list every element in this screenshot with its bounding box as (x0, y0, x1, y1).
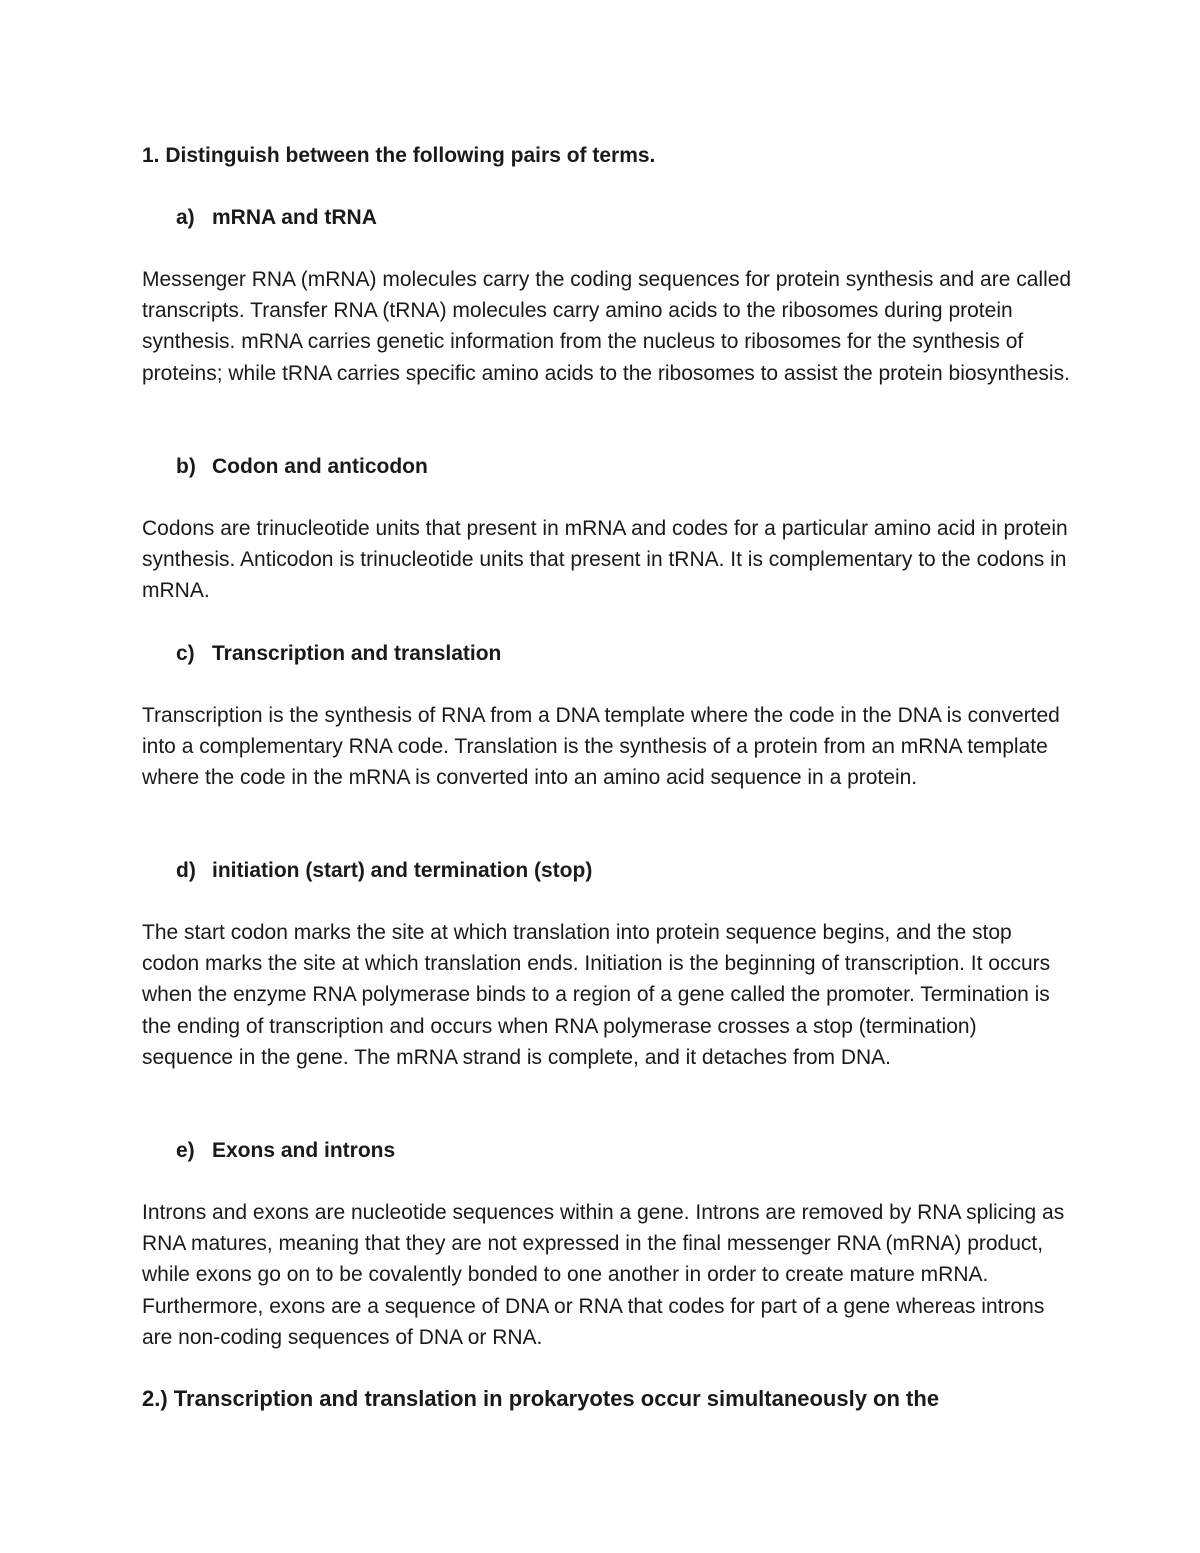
part-b-title: Codon and anticodon (212, 455, 428, 478)
part-a-title: mRNA and tRNA (212, 206, 377, 229)
part-c-letter: c) (176, 642, 195, 665)
part-b-letter: b) (176, 455, 196, 478)
part-b-answer: Codons are trinucleotide units that present in mRNA and codes for a particular amino acid in protein synthesis. Anticodon is trinucleotide units that present in tRNA. It is complementary to the codons in mRNA. (142, 517, 1068, 603)
part-d-heading (176, 855, 592, 886)
part-d-answer: The start codon marks the site at which translation into protein sequence begins, and the stop codon marks the site at which translation ends. Initiation is the beginning of transcription. It occurs when the enzyme RNA polymerase binds to a region of a gene called the promoter. Termination is the ending of transcription and occurs when RNA polymerase crosses a stop (termination) sequence in the gene. The mRNA strand is complete, and it detaches from DNA. (142, 921, 1051, 1069)
question-1-heading: 1. Distinguish between the following pairs of terms. (142, 144, 656, 167)
part-c-title: Transcription and translation (212, 642, 502, 665)
part-a-heading (176, 202, 377, 233)
part-a-answer: Messenger RNA (mRNA) molecules carry the coding sequences for protein synthesis and are called transcripts. Transfer RNA (tRNA) molecules carry amino acids to the ribosomes during protein synthesis. mRNA carries genetic information from the nucleus to ribosomes for the synthesis of proteins; while tRNA carries specific amino acids to the ribosomes to assist the protein biosynthesis. (142, 268, 1072, 385)
part-e-answer: Introns and exons are nucleotide sequences within a gene. Introns are removed by RNA splicing as RNA matures, meaning that they are not expressed in the final messenger RNA (mRNA) product, while exons go on to be covalently bonded to one another in order to create mature mRNA. Furthermore, exons are a sequence of DNA or RNA that codes for part of a gene whereas introns are non-coding sequences of DNA or RNA. (142, 1201, 1065, 1349)
part-b-heading (176, 451, 428, 482)
part-e-title: Exons and introns (212, 1139, 396, 1162)
question-2-heading: 2.) Transcription and translation in prokaryotes occur simultaneously on the (142, 1386, 940, 1411)
part-e-heading (176, 1135, 395, 1166)
part-a-letter: a) (176, 206, 195, 229)
part-d-letter: d) (176, 859, 196, 882)
part-e-letter: e) (176, 1139, 195, 1162)
part-c-heading (176, 638, 501, 669)
part-c-answer: Transcription is the synthesis of RNA from a DNA template where the code in the DNA is converted into a complementary RNA code. Translation is the synthesis of a protein from an mRNA template where the code in the mRNA is converted into an amino acid sequence in a protein. (142, 704, 1060, 790)
part-d-title: initiation (start) and termination (stop) (212, 859, 593, 882)
